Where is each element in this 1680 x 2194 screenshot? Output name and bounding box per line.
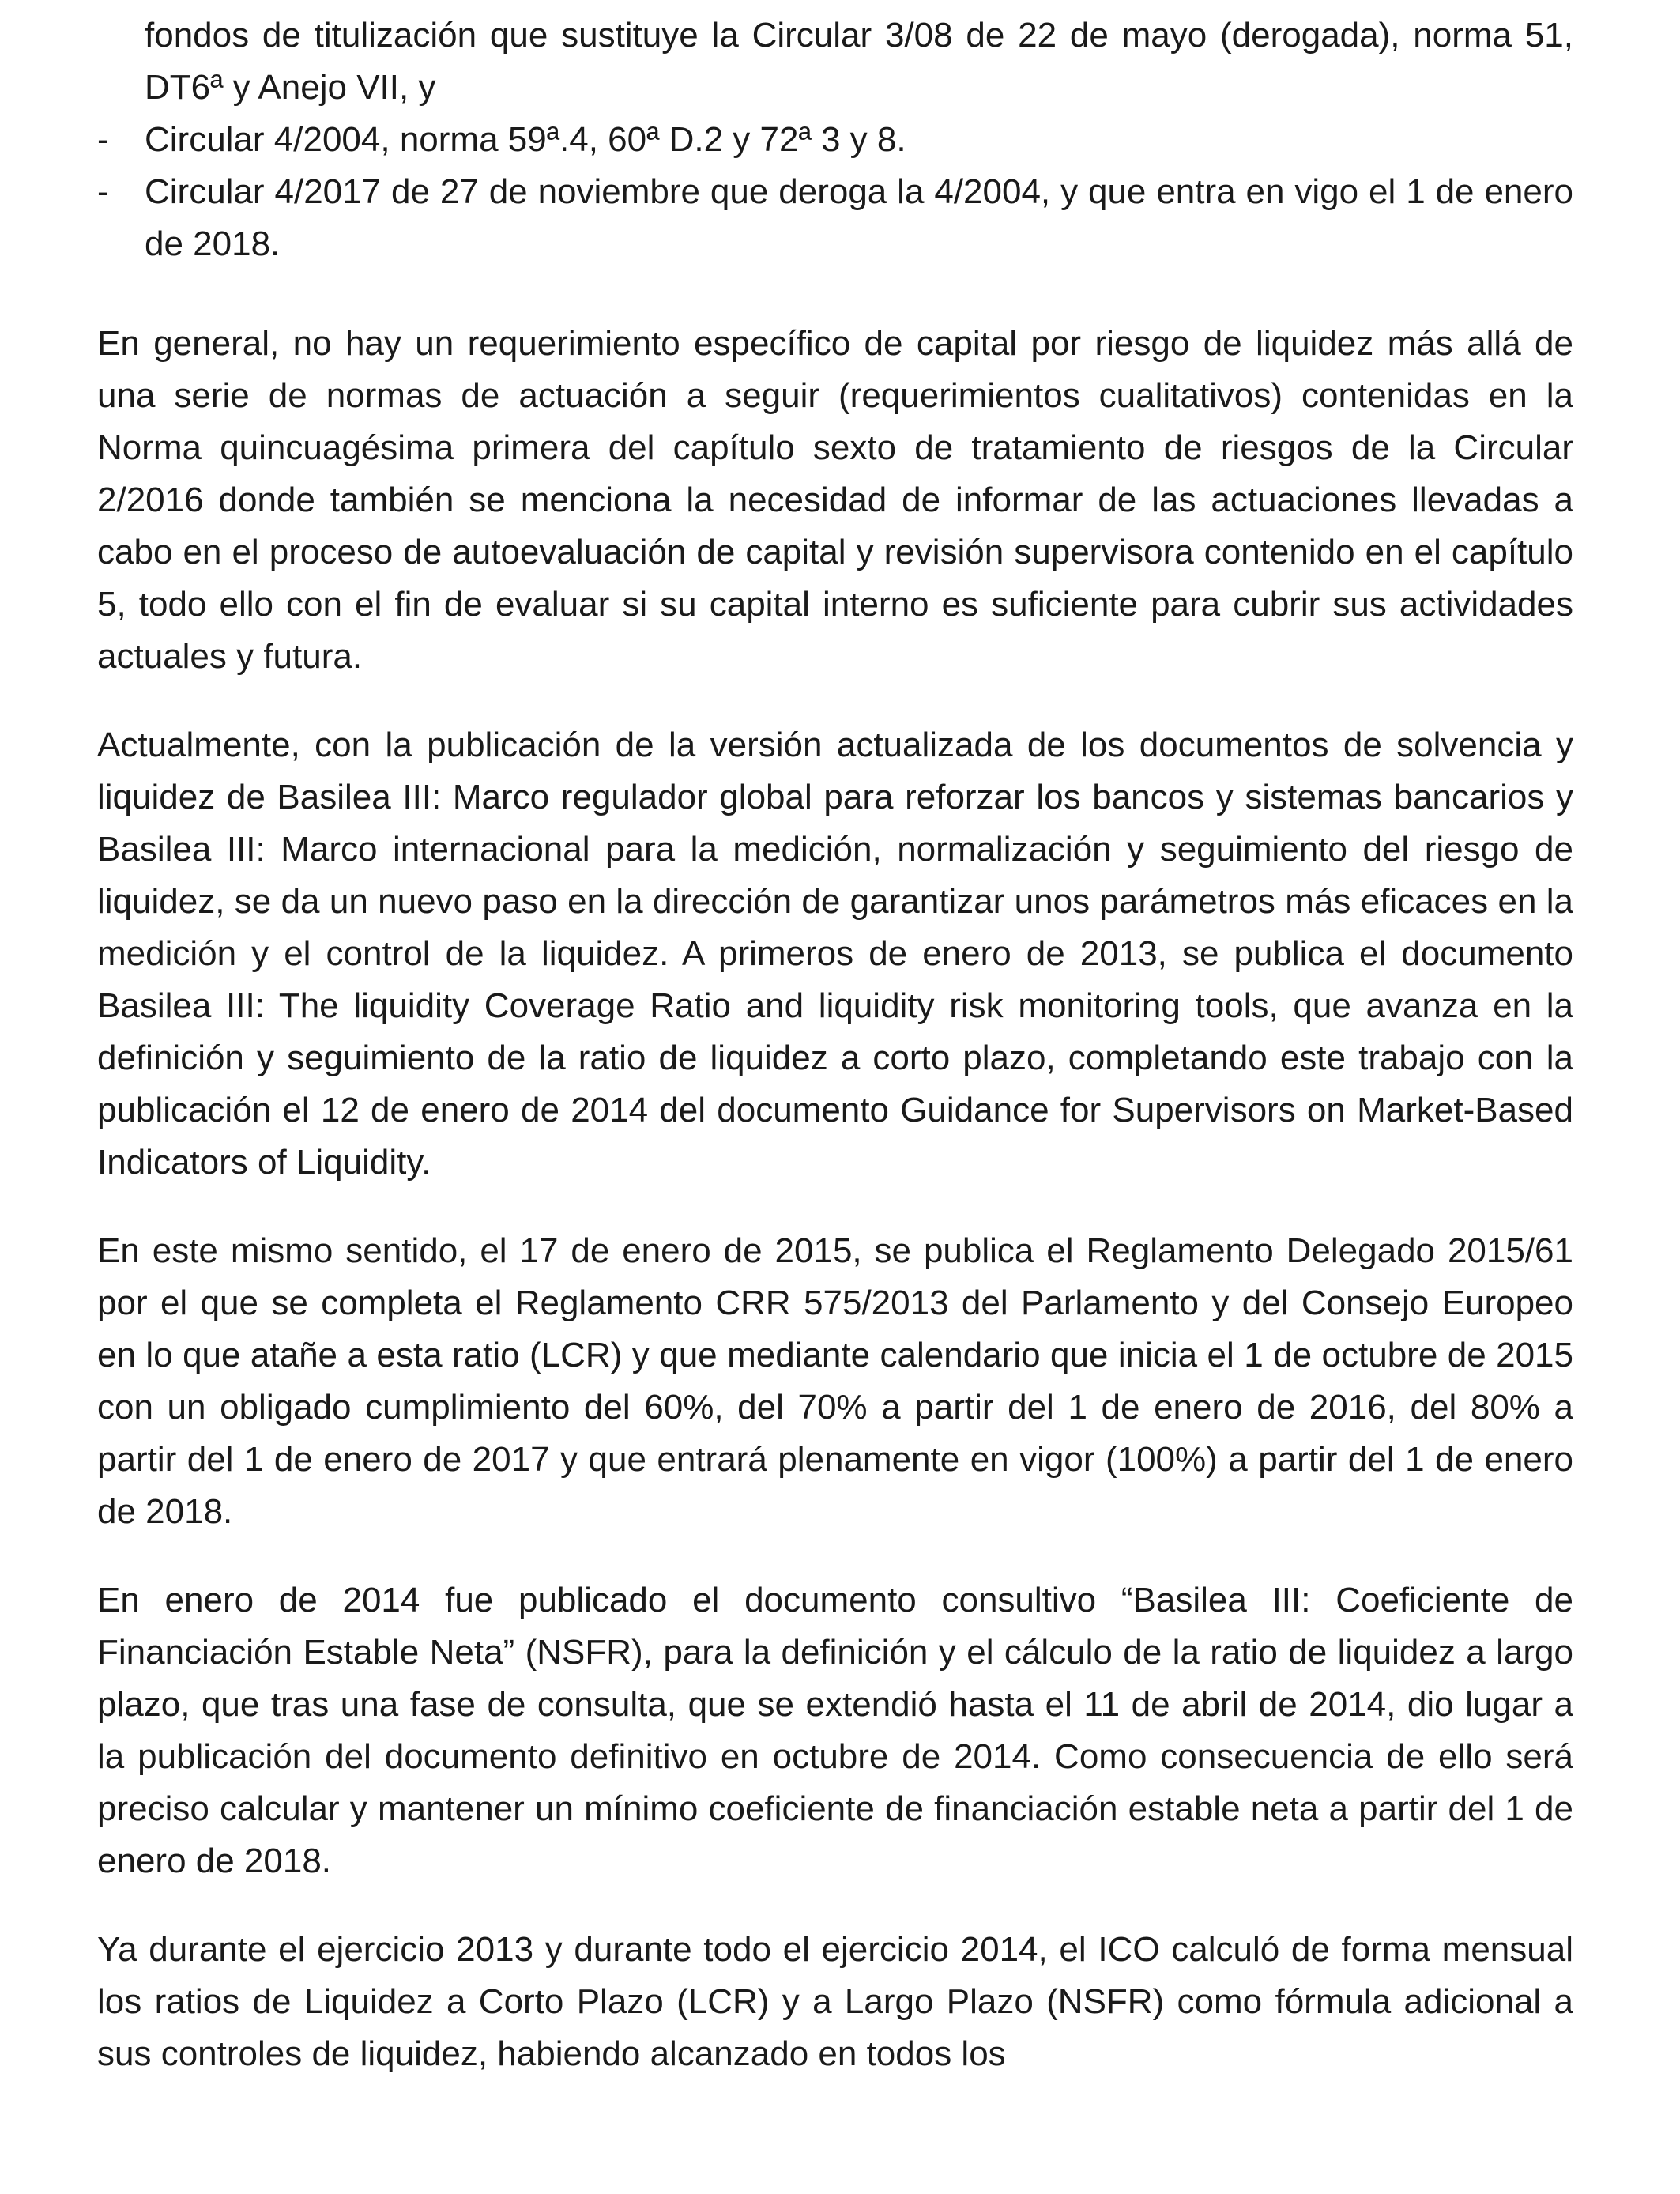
- list-item: [97, 9, 1573, 114]
- paragraph: Actualmente, con la publicación de la versión actualizada de los documentos de solvencia y liquidez de Basilea III: Marco regulador global para reforzar los bancos y sistemas bancarios y Basilea III: Marco internacional para la medición, normalización y seguimiento del riesgo de liquidez, se da un nuevo paso en la dirección de garantizar unos parámetros más eficaces en la medición y el control de la liquidez. A primeros de enero de 2013, se publica el documento Basilea III: The liquidity Coverage Ratio and liquidity risk monitoring tools, que avanza en la definición y seguimiento de la ratio de liquidez a corto plazo, completando este trabajo con la publicación el 12 de enero de 2014 del documento Guidance for Supervisors on Market-Based Indicators of Liquidity.: [97, 726, 1573, 1182]
- paragraph: En este mismo sentido, el 17 de enero de 2015, se publica el Reglamento Delegado 2015/61 por el que se completa el Reglamento CRR 575/2013 del Parlamento y del Consejo Europeo en lo que atañe a esta ratio (LCR) y que mediante calendario que inicia el 1 de octubre de 2015 con un obligado cumplimiento del 60%, del 70% a partir del 1 de enero de 2016, del 80% a partir del 1 de enero de 2017 y que entrará plenamente en vigor (100%) a partir del 1 de enero de 2018.: [97, 1231, 1573, 1531]
- list-marker: -: [97, 172, 109, 211]
- paragraph: En general, no hay un requerimiento específico de capital por riesgo de liquidez más allá de una serie de normas de actuación a seguir (requerimientos cualitativos) contenidas en la Norma quincuagésima primera del capítulo sexto de tratamiento de riesgos de la Circular 2/2016 donde también se menciona la necesidad de informar de las actuaciones llevadas a cabo en el proceso de autoevaluación de capital y revisión supervisora contenido en el capítulo 5, todo ello con el fin de evaluar si su capital interno es suficiente para cubrir sus actividades actuales y futura.: [97, 324, 1573, 676]
- list-item-text: Circular 4/2017 de 27 de noviembre que deroga la 4/2004, y que entra en vigo el 1 de enero de 2018.: [145, 172, 1573, 263]
- paragraph: Ya durante el ejercicio 2013 y durante todo el ejercicio 2014, el ICO calculó de forma mensual los ratios de Liquidez a Corto Plazo (LCR) y a Largo Plazo (NSFR) como fórmula adicional a sus controles de liquidez, habiendo alcanzado en todos los: [97, 1930, 1573, 2073]
- document-page: [97, 9, 1573, 2080]
- paragraph: En enero de 2014 fue publicado el documento consultivo “Basilea III: Coeficiente de Financiación Estable Neta” (NSFR), para la definición y el cálculo de la ratio de liquidez a largo plazo, que tras una fase de consulta, que se extendió hasta el 11 de abril de 2014, dio lugar a la publicación del documento definitivo en octubre de 2014. Como consecuencia de ello será preciso calcular y mantener un mínimo coeficiente de financiación estable neta a partir del 1 de enero de 2018.: [97, 1581, 1573, 1880]
- list-marker: -: [97, 120, 109, 159]
- list-item: [97, 166, 1573, 270]
- list-item-text: Circular 4/2004, norma 59ª.4, 60ª D.2 y 72ª 3 y 8.: [145, 120, 906, 159]
- list-item: [97, 114, 1573, 166]
- regulation-list: [97, 9, 1573, 270]
- list-item-text: fondos de titulización que sustituye la Circular 3/08 de 22 de mayo (derogada), norma 51, DT6ª y Anejo VII, y: [145, 16, 1573, 107]
